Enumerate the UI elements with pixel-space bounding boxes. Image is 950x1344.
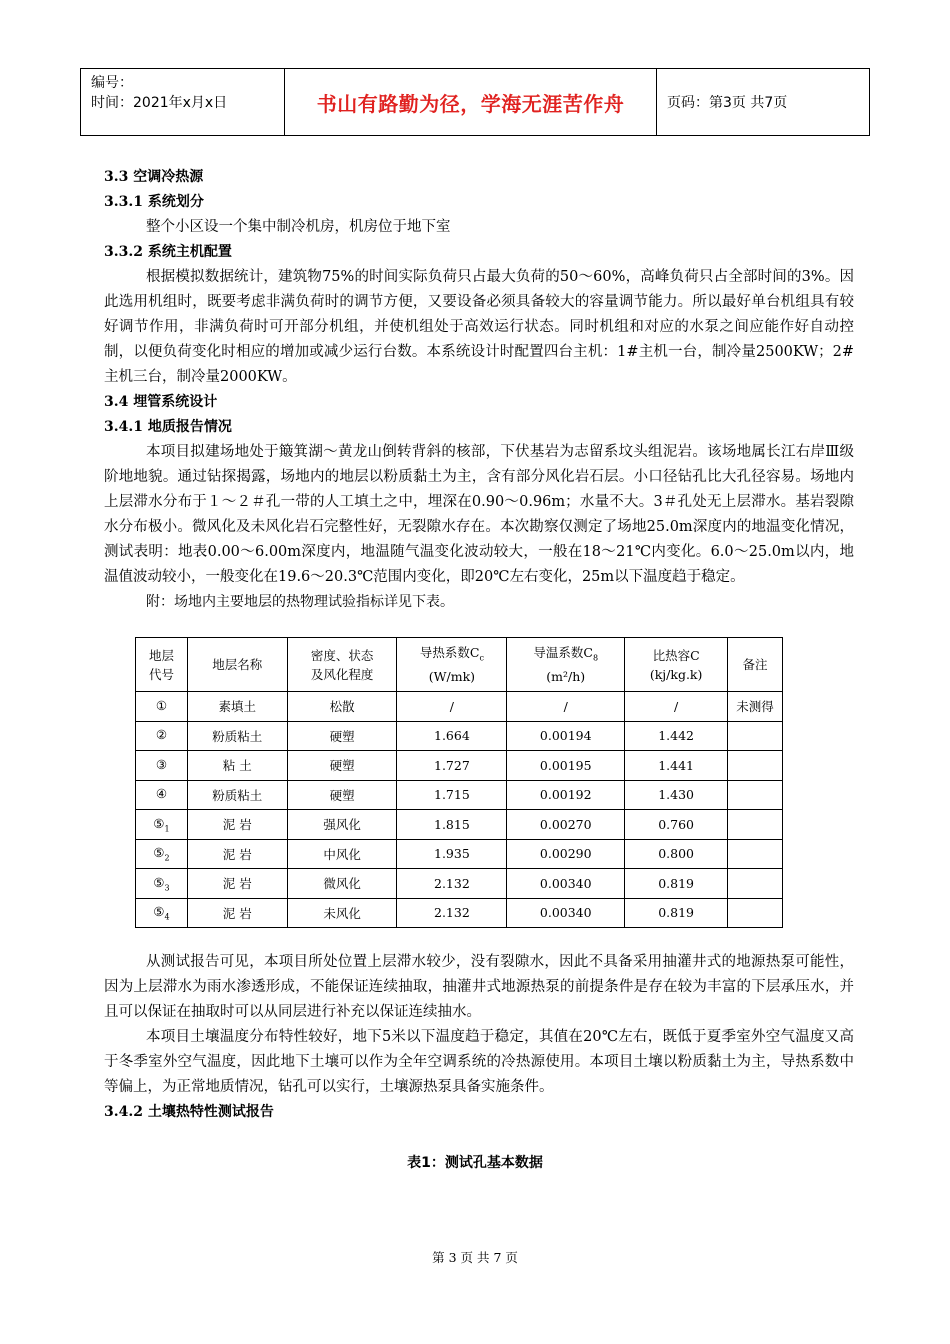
col-header-state-line2: 及风化程度: [310, 666, 374, 682]
cell-conductivity: 2.132: [397, 898, 507, 928]
cell-code: [136, 751, 188, 781]
col-header-heat-line1: 比热容C: [652, 647, 700, 663]
cell-remark: 未测得: [728, 692, 783, 722]
cell-remark: [728, 839, 783, 869]
cell-heat-capacity: 0.819: [625, 869, 728, 899]
page-footer: 第 3 页 共 7 页: [432, 1250, 518, 1265]
paragraph-after-table-1: 从测试报告可见，本项目所处位置上层滞水较少，没有裂隙水，因此不具备采用抽灌井式的地源热泵可能性，因为上层滞水为雨水渗透形成，不能保证连续抽取，抽灌井式地源热泵的前提条件是存在较为丰富的下层承压水，并且可以保证在抽取时可以从同层进行补充以保证连续抽水。: [104, 954, 854, 1020]
cell-diffusivity: 0.00270: [507, 810, 625, 840]
cell-code: [136, 810, 188, 840]
section-heading-3-3-2: 3.3.2 系统主机配置: [104, 244, 232, 260]
cell-name: 粉质粘土: [187, 780, 287, 810]
col-header-state: [287, 638, 397, 692]
cell-code-symbol: ⑤: [153, 815, 165, 831]
cell-remark: [728, 751, 783, 781]
col-header-state-line1: 密度、状态: [310, 647, 374, 663]
cell-code: [136, 721, 188, 751]
cell-code-sub: 4: [164, 912, 170, 922]
cell-state: 硬塑: [287, 721, 397, 751]
col-header-heat-unit: (kj/kg.k): [649, 666, 703, 682]
cell-diffusivity: /: [507, 692, 625, 722]
section-heading-3-3-1: 3.3.1 系统划分: [104, 194, 204, 210]
cell-code-sub: 3: [164, 883, 170, 892]
cell-code-symbol: ⑤: [153, 874, 165, 890]
soil-properties-table: [135, 637, 783, 928]
cell-code: [136, 780, 188, 810]
cell-code: [136, 869, 188, 899]
cell-state: 硬塑: [287, 751, 397, 781]
cell-code-sub: 1: [164, 824, 170, 833]
cell-conductivity: 1.664: [397, 721, 507, 751]
col-header-diffusivity-line1: [507, 643, 624, 668]
document-body: [104, 165, 854, 615]
col-header-diffusivity-sub: 8: [592, 653, 599, 663]
cell-diffusivity: 0.00194: [507, 721, 625, 751]
cell-name: 粘 土: [187, 751, 287, 781]
cell-remark: [728, 898, 783, 928]
cell-conductivity: 1.935: [397, 839, 507, 869]
cell-name: 泥 岩: [187, 898, 287, 928]
cell-conductivity: 1.815: [397, 810, 507, 840]
cell-name: 素填土: [187, 692, 287, 722]
cell-diffusivity: 0.00192: [507, 780, 625, 810]
cell-code-symbol: ①: [155, 697, 168, 713]
cell-code: [136, 898, 188, 928]
page-header: [80, 68, 870, 136]
paragraph-3-3-2: 根据模拟数据统计，建筑物75%的时间实际负荷只占最大负荷的50～60%，高峰负荷只占全部时间的3%。因此选用机组时，既要考虑非满负荷时的调节方便，又要设备必须具备较大的容量调节能力。所以最好单台机组具有较好调节作用，非满负荷时可开部分机组，并使机组处于高效运行状态。同时机组和对应的水泵之间应能作好自动控制，以便负荷变化时相应的增加或减少运行台数。本系统设计时配置四台主机：1#主机一台，制冷量2500KW；2#主机三台，制冷量2000KW。: [104, 269, 854, 385]
table-body: [136, 692, 783, 928]
cell-heat-capacity: 0.819: [625, 898, 728, 928]
col-header-diffusivity-unit: (m²/h): [546, 669, 586, 685]
cell-heat-capacity: /: [625, 692, 728, 722]
cell-heat-capacity: 1.430: [625, 780, 728, 810]
cell-name: 泥 岩: [187, 869, 287, 899]
cell-heat-capacity: 1.441: [625, 751, 728, 781]
cell-code: [136, 692, 188, 722]
col-header-conductivity-sub: c: [479, 653, 484, 663]
cell-heat-capacity: 0.760: [625, 810, 728, 840]
cell-state: 松散: [287, 692, 397, 722]
cell-heat-capacity: 0.800: [625, 839, 728, 869]
cell-diffusivity: 0.00340: [507, 869, 625, 899]
col-header-code: [136, 638, 188, 692]
header-time: 时间：2021年x月x日: [91, 95, 228, 111]
col-header-heat-capacity: [625, 638, 728, 692]
cell-diffusivity: 0.00340: [507, 898, 625, 928]
table-row: [136, 692, 783, 722]
section-heading-3-4-2: 3.4.2 土壤热特性测试报告: [104, 1104, 274, 1120]
table-header-row: [136, 638, 783, 692]
col-header-code-line2: 代号: [148, 666, 174, 682]
table-row: [136, 839, 783, 869]
col-header-name: 地层名称: [187, 638, 287, 692]
col-header-conductivity-text: 导热系数C: [419, 644, 480, 660]
cell-state: 微风化: [287, 869, 397, 899]
col-header-remark: 备注: [728, 638, 783, 692]
table-caption: 表1：测试孔基本数据: [407, 1155, 543, 1171]
table-row: [136, 751, 783, 781]
table-note: 附：场地内主要地层的热物理试验指标详见下表。: [146, 594, 454, 610]
cell-name: 泥 岩: [187, 839, 287, 869]
header-number: 编号：: [91, 75, 133, 91]
col-header-code-line1: 地层: [148, 647, 174, 663]
header-page-info: 页码：第3页 共7页: [667, 95, 788, 111]
cell-code: [136, 839, 188, 869]
section-heading-3-4-1: 3.4.1 地质报告情况: [104, 419, 232, 435]
cell-code-symbol: ④: [155, 786, 168, 801]
col-header-conductivity: [397, 638, 507, 692]
table-row: [136, 780, 783, 810]
cell-state: 未风化: [287, 898, 397, 928]
col-header-conductivity-unit: (W/mk): [428, 669, 476, 685]
header-motto: 书山有路勤为径，学海无涯苦作舟: [285, 69, 657, 135]
cell-code-symbol: ②: [155, 727, 168, 742]
cell-remark: [728, 810, 783, 840]
table-row: [136, 869, 783, 899]
cell-code-symbol: ③: [155, 756, 168, 772]
cell-conductivity: 1.715: [397, 780, 507, 810]
section-heading-3-3: 3.3 空调冷热源: [104, 169, 204, 185]
cell-code-sub: 2: [164, 853, 170, 863]
cell-name: 泥 岩: [187, 810, 287, 840]
cell-state: 强风化: [287, 810, 397, 840]
section-heading-3-4: 3.4 埋管系统设计: [104, 394, 218, 410]
cell-state: 中风化: [287, 839, 397, 869]
cell-state: 硬塑: [287, 780, 397, 810]
table-row: [136, 721, 783, 751]
header-meta: [81, 69, 285, 135]
paragraph-3-4-1: 本项目拟建场地处于簸箕湖～黄龙山倒转背斜的核部，下伏基岩为志留系坟头组泥岩。该场地属长江右岸Ⅲ级阶地地貌。通过钻探揭露，场地内的地层以粉质黏土为主，含有部分风化岩石层。小口径钻孔比大孔径容易。场地内上层滞水分布于１～２＃孔一带的人工填土之中，埋深在0.90～0.96m；水量不大。3＃孔处无上层滞水。基岩裂隙水分布极小。微风化及未风化岩石完整性好，无裂隙水存在。本次勘察仅测定了场地25.0m深度内的地温变化情况，测试表明：地表0.00～6.00m深度内，地温随气温变化波动较大，一般在18～21℃内变化。6.0～25.0m以内，地温值波动较小，一般变化在19.6～20.3℃范围内变化，即20℃左右变化，25m以下温度趋于稳定。: [104, 444, 854, 585]
cell-conductivity: 2.132: [397, 869, 507, 899]
cell-code-symbol: ⑤: [153, 904, 165, 919]
cell-conductivity: 1.727: [397, 751, 507, 781]
cell-code-symbol: ⑤: [153, 845, 165, 860]
paragraph-after-table-2: 本项目土壤温度分布特性较好，地下5米以下温度趋于稳定，其值在20℃左右，既低于夏季室外空气温度又高于冬季室外空气温度，因此地下土壤可以作为全年空调系统的冷热源使用。本项目土壤以粉质黏土为主，导热系数中等偏上，为正常地质情况，钻孔可以实行，土壤源热泵具备实施条件。: [104, 1029, 854, 1095]
cell-diffusivity: 0.00195: [507, 751, 625, 781]
table-row: [136, 898, 783, 928]
cell-name: 粉质粘土: [187, 721, 287, 751]
cell-remark: [728, 869, 783, 899]
cell-conductivity: /: [397, 692, 507, 722]
col-header-diffusivity-text: 导温系数C: [533, 644, 593, 660]
cell-diffusivity: 0.00290: [507, 839, 625, 869]
document-body-continued: [104, 950, 854, 1125]
col-header-conductivity-line1: [397, 643, 506, 668]
cell-remark: [728, 721, 783, 751]
cell-remark: [728, 780, 783, 810]
cell-heat-capacity: 1.442: [625, 721, 728, 751]
paragraph-3-3-1: 整个小区设一个集中制冷机房，机房位于地下室: [146, 219, 451, 235]
col-header-diffusivity: [507, 638, 625, 692]
table-row: [136, 810, 783, 840]
